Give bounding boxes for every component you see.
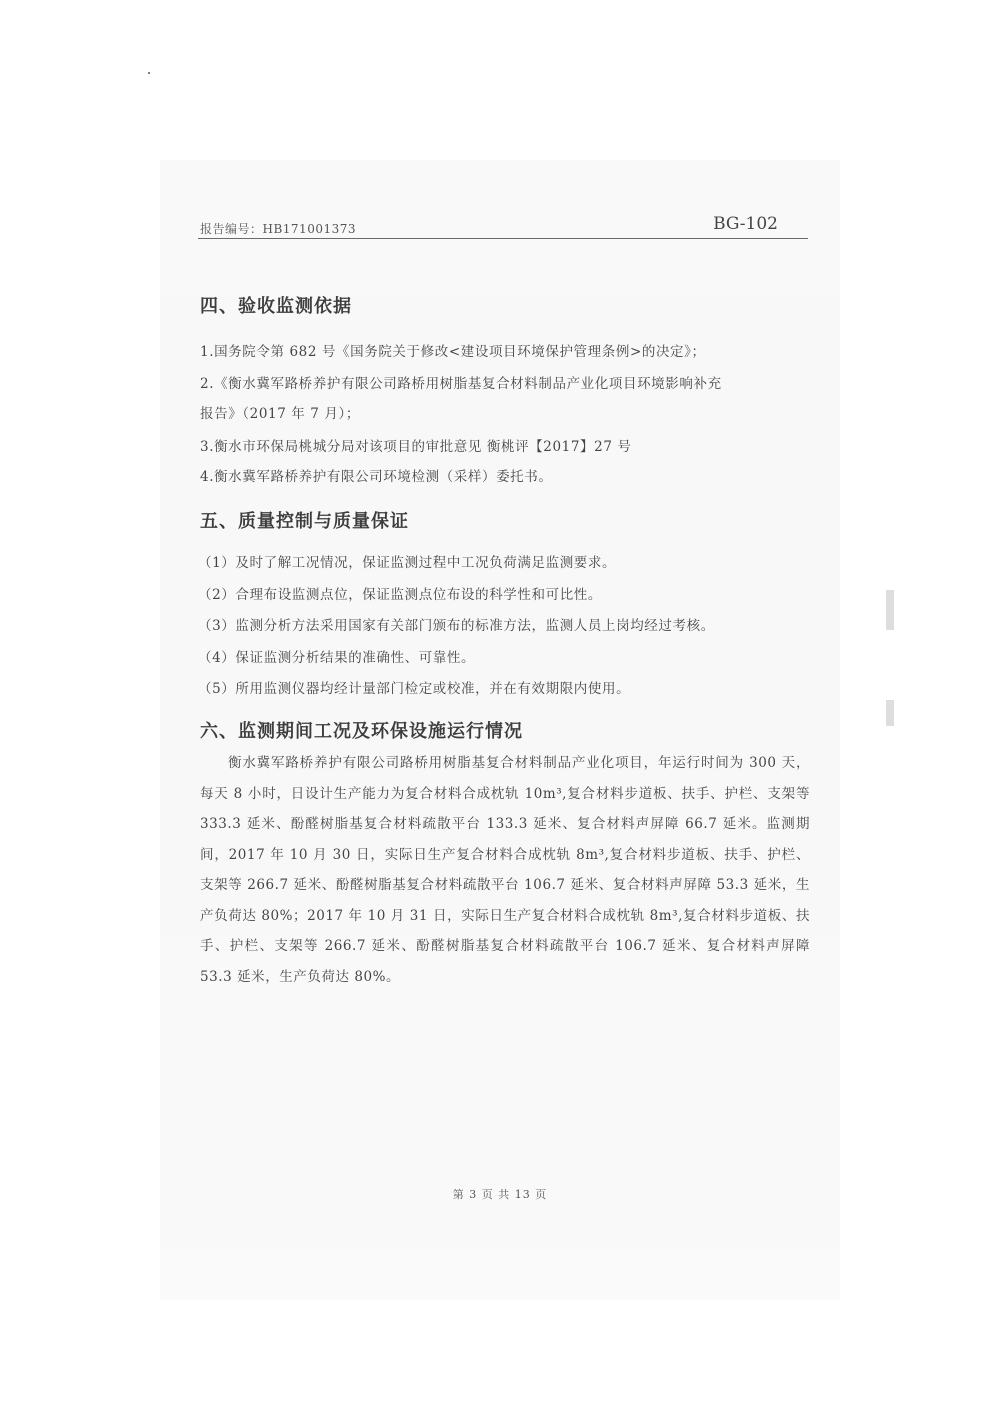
quality-item: （2）合理布设监测点位，保证监测点位布设的科学性和可比性。 [198,587,602,603]
basis-item: 4.衡水冀军路桥养护有限公司环境检测（采样）委托书。 [200,469,553,485]
section-title-monitoring-basis: 四、验收监测依据 [200,296,352,317]
basis-item-continuation: 报告》（2017 年 7 月）； [200,406,360,422]
basis-item: 2.《衡水冀军路桥养护有限公司路桥用树脂基复合材料制品产业化项目环境影响补充 [200,376,722,392]
section-title-operating-conditions: 六、监测期间工况及环保设施运行情况 [200,721,523,742]
report-number: 报告编号：HB171001373 [200,222,356,236]
quality-item: （4）保证监测分析结果的准确性、可靠性。 [198,650,476,666]
basis-item: 3.衡水市环保局桃城分局对该项目的审批意见 衡桃评【2017】27 号 [200,439,632,455]
basis-item: 1.国务院令第 682 号《国务院关于修改<建设项目环境保护管理条例>的决定》； [200,344,706,360]
operating-conditions-paragraph: 衡水冀军路桥养护有限公司路桥用树脂基复合材料制品产业化项目，年运行时间为 300 天，每天 8 小时，日设计生产能力为复合材料合成枕轨 10m³,复合材料步道板、扶手、护栏、支架等 333.3 延米、酚醛树脂基复合材料疏散平台 133.3 延米、复合材料声屏障 66.7 延米。监测期间，2017 年 10 月 30 日，实际日生产复合材料合成枕轨 8m³,复合材料步道板、扶手、护栏、支架等 266.7 延米、酚醛树脂基复合材料疏散平台 106.7 延米、复合材料声屏障 53.3 延米，生产负荷达 80%；2017 年 10 月 31 日，实际日生产复合材料合成枕轨 8m³,复合材料步道板、扶手、护栏、支架等 266.7 延米、酚醛树脂基复合材料疏散平台 106.7 延米、复合材料声屏障 53.3 延米，生产负荷达 80%。 [200,755,810,985]
quality-item: （3）监测分析方法采用国家有关部门颁布的标准方法，监测人员上岗均经过考核。 [198,618,715,634]
page-number: 第 3 页 共 13 页 [452,1188,548,1201]
quality-item: （5）所用监测仪器均经计量部门检定或校准，并在有效期限内使用。 [198,681,631,697]
section-title-quality-control: 五、质量控制与质量保证 [200,511,409,532]
page-header [198,214,808,239]
scan-edge-mark [886,590,894,630]
form-code: BG-102 [713,214,778,234]
scan-edge-mark [886,700,894,726]
quality-item: （1）及时了解工况情况，保证监测过程中工况负荷满足监测要求。 [198,555,617,571]
scan-speck [148,72,150,74]
